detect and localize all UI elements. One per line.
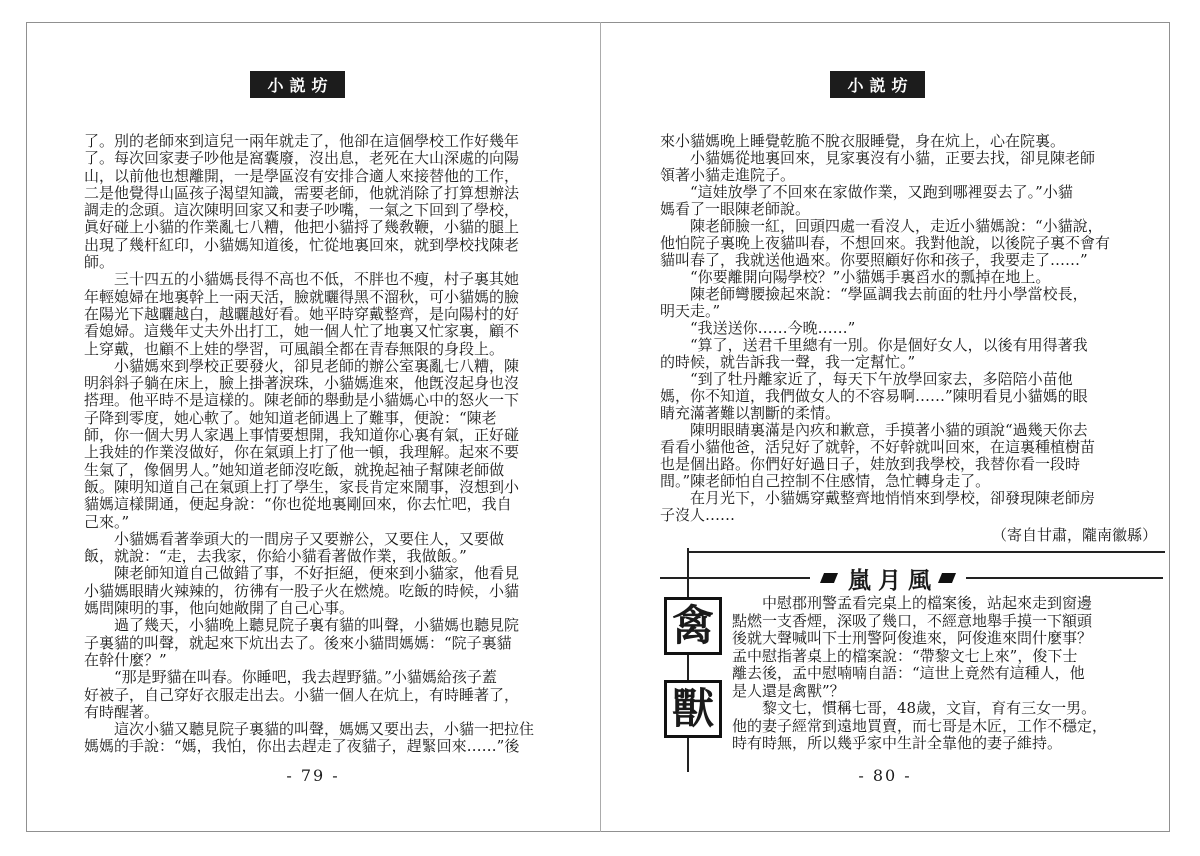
text-line: 好被子，自己穿好衣服走出去。小貓一個人在炕上，有時睡著了， [84,685,520,704]
text-line: 間。”陳老師怕自己控制不住感情，急忙轉身走了。 [660,472,991,490]
text-line: “算了，送君千里總有一別。你是個好女人，以後有用得著我 [660,336,1088,354]
text-line: 上穿戴，也顧不上娃的學習，可風韻全都在青春無限的身段上。 [84,339,505,358]
text-line: 上我娃的作業沒做好，你在氣頭上打了他一頓，我理解。起來不要 [84,443,520,462]
column-header-right [830,71,925,98]
text-line: 在月光下，小貓媽穿戴整齊地悄悄來到學校，卻發現陳老師房 [660,489,1096,507]
text-line: 陳老師知道自己做錯了事，不好拒絕，便來到小貓家，他看見 [84,564,520,583]
text-line: 小貓媽來到學校正要發火，卻見老師的辦公室裏亂七八糟，陳 [84,356,520,375]
section-title: 嵐月風 [848,566,938,594]
text-line: 調走的念頭。這次陳明回家又和妻子吵嘴，一氣之下回到了學校， [84,201,520,220]
text-line: 山，以前他也想離開，一是學區沒有安排合適人來接替他的工作， [84,166,520,185]
text-line: 子裏貓的叫聲，就起來下炕出去了。後來小貓問媽媽：“院子裏貓 [84,633,512,652]
text-line: 小貓媽從地裏回來，見家裏沒有小貓，正要去找，卻見陳老師 [660,149,1096,167]
text-line: 睛充滿著難以割斷的柔情。 [660,404,841,422]
text-line: 媽問陳明的事，他向她敞開了自己心事。 [84,599,355,618]
text-line: 時有時無，所以幾乎家中生計全靠他的妻子維持。 [732,734,1063,752]
sidebar-character-box-shou [664,680,722,738]
text-line: 是人還是禽獸”？ [732,681,845,700]
column-header-label: 小説坊 [267,76,334,95]
text-line: 過了幾天，小貓晚上聽見院子裏有貓的叫聲，小貓媽也聽見院 [84,616,520,635]
text-line: 師。 [84,253,115,272]
text-line: 小貓媽眼睛火辣辣的，彷彿有一股子火在燃燒。吃飯的時候，小貓 [84,581,520,600]
text-line: 他的妻子經常到遠地買賣，而七哥是木匠，工作不穩定， [732,716,1108,735]
text-line: “你要離開向陽學校？”小貓媽手裏舀水的瓢掉在地上。 [660,268,1051,286]
title-rule-right [963,577,1163,579]
text-line: 孟中慰指著桌上的檔案說：“帶黎文七上來”，俊下士 [732,646,1078,665]
text-line: 的時候，就告訴我一聲，我一定幫忙。” [660,353,916,371]
text-line: 看看小貓他爸，活兒好了就幹，不好幹就叫回來，在這裏種植樹苗 [660,438,1096,456]
sidebar-character: 禽 [671,601,714,650]
page-number-left: - 79 - [286,766,340,785]
text-line: 陳明眼睛裏滿是內疚和歉意，手摸著小貓的頭說“過幾天你去 [660,421,1088,439]
text-line: 子降到零度，她心軟了。她知道老師遇上了難事，便說：“陳老 [84,408,497,427]
text-line: 子沒人…… [660,506,736,524]
text-line: 己來。” [84,512,130,531]
sidebar-character: 獸 [671,684,714,733]
text-line: 師，你一個大男人家遇上事情要想開，我知道你心裏有氣，正好碰 [84,426,520,445]
page-gutter-divider [600,22,601,832]
title-rule-left [660,577,813,579]
text-line: 搭理。他平時不是這樣的。陳老師的舉動是小貓媽心中的怒火一下 [84,391,520,410]
text-line: 二是他覺得山區孩子渴望知識，需要老師，他就消除了打算想辦法 [84,183,520,202]
section-title-row [810,563,966,593]
text-line: “那是野貓在叫春。你睡吧，我去趕野貓。”小貓媽給孩子蓋 [84,668,497,687]
text-line: “我送送你……今晚……” [660,319,856,337]
column-header-label: 小説坊 [847,76,914,95]
text-line: 了。別的老師來到這兒一兩年就走了，他卻在這個學校工作好幾年 [84,132,520,150]
text-line: 陳老師彎腰撿起來說：“學區調我去前面的牡丹小學當校長， [660,285,1088,303]
text-line: 在幹什麼？” [84,650,167,669]
text-line: 飯。陳明知道自己在氣頭上打了學生，家長肯定來鬧事，沒想到小 [84,477,520,496]
text-line: 年輕媳婦在地裏幹上一兩天活，臉就曬得黑不溜秋，可小貓媽的臉 [84,287,520,306]
page-number-right: - 80 - [858,766,912,785]
sidebar-character-box-qin [664,597,722,655]
story-text-left [84,133,600,756]
text-line: 媽，你不知道，我們做女人的不容易啊……”陳明看見小貓媽的眼 [660,387,1088,405]
text-line: 中慰郡刑警孟看完桌上的檔案後，站起來走到窗邊 [732,594,1093,612]
story-text-right [660,133,1157,524]
text-line: 陳老師臉一紅，回頭四處一看沒人，走近小貓媽說：“小貓說， [660,217,1103,235]
text-line: 看媳婦。這幾年丈夫外出打工，她一個人忙了地裏又忙家裏，顧不 [84,322,520,341]
text-line: 有時醒著。 [84,702,160,721]
text-line: 貓叫春了，我就送他過來。你要照顧好你和孩子，我要走了……” [660,251,1088,269]
text-line: 也是個出路。你們好好過日子，娃放到我學校，我替你看一段時 [660,455,1081,473]
text-line: 了。每次回家妻子吵他是窩囊廢，沒出息，老死在大山深處的向陽 [84,149,520,168]
text-line: “這娃放學了不回來在家做作業，又跑到哪裡耍去了。”小貓 [660,183,1073,201]
text-line: 三十四五的小貓媽長得不高也不低，不胖也不瘦，村子裏其她 [84,270,520,289]
text-line: 他怕院子裏晚上夜貓叫春，不想回來。我對他說，以後院子裏不會有 [660,234,1111,252]
parallelogram-mark-icon [820,573,838,583]
text-line: 黎文七，慣稱七哥，48歲，文盲，育有三女一男。 [732,699,1097,717]
text-line: 媽媽的手說：“媽，我怕，你出去趕走了夜貓子，趕緊回來……”後 [84,737,520,756]
text-line: 媽看了一眼陳老師說。 [660,200,811,218]
text-line: 出現了幾杆紅印，小貓媽知道後，忙從地裏回來，就到學校找陳老 [84,235,520,254]
story-text-feature [732,595,1160,753]
text-line: 離去後，孟中慰喃喃自語：“這世上竟然有這種人，他 [732,664,1085,682]
text-line: 貓媽這樣開通，便起身說：“你也從地裏剛回來，你去忙吧，我自 [84,495,512,514]
text-line: 在陽光下越曬越白，越曬越好看。她平時穿戴整齊，是向陽村的好 [84,304,520,323]
text-line: 來小貓媽晚上睡覺乾脆不脫衣服睡覺，身在炕上，心在院裏。 [660,132,1066,150]
text-line: 明斜斜子躺在床上，臉上掛著淚珠，小貓媽進來，他旣沒起身也沒 [84,374,520,393]
text-line: 領著小貓走進院子。 [660,166,796,184]
text-line: 生氣了，像個男人。”她知道老師沒吃飯，就挽起袖子幫陳老師做 [84,460,505,479]
column-header-left [250,71,345,98]
text-line: 明天走。” [660,302,721,320]
parallelogram-mark-icon [938,573,956,583]
story-attribution: （寄自甘肅，隴南徽縣） [991,526,1157,544]
section-top-rule [688,551,1165,553]
text-line: “到了牡丹離家近了，每天下午放學回家去，多陪陪小苗他 [660,370,1073,388]
text-line: 後就大聲喊叫下士刑警阿俊進來，阿俊進來問什麼事？ [732,629,1093,647]
text-line: 這次小貓又聽見院子裏貓的叫聲，媽媽又要出去，小貓一把拉住 [84,720,535,739]
text-line: 小貓媽看著拳頭大的一間房子又要辦公，又要住人，又要做 [84,529,505,548]
section-vertical-rule [687,548,689,772]
text-line: 眞好碰上小貓的作業亂七八糟，他把小貓捋了幾敎鞭，小貓的腿上 [84,218,520,237]
text-line: 飯，就說：“走，去我家，你給小貓看著做作業，我做飯。” [84,547,467,566]
text-line: 點燃一支香煙，深吸了幾口，不經意地舉手摸一下額頭 [732,611,1093,630]
